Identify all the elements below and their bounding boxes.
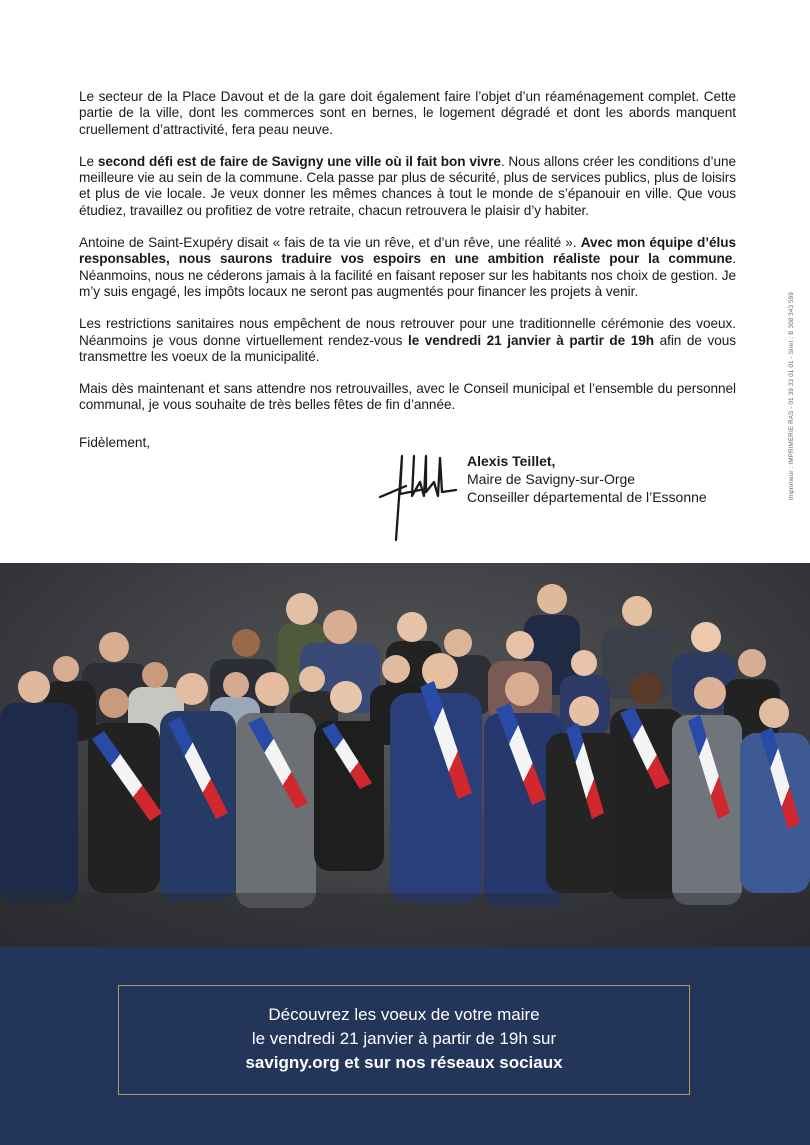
paragraph-1: Le secteur de la Place Davout et de la gare doit également faire l’objet d’un réaménagement complet. Cette partie de la ville, dont les commerces sont en bernes, le logement dégradé et dont les abords manquent cruellement d’attractivité, fera peau neuve. — [79, 89, 736, 137]
paragraph-2: Le second défi est de faire de Savigny une ville où il fait bon vivre. Nous allons créer les conditions d’une meilleure vie au sein de la commune. Cela passe par plus de sécurité, plus de services publics, plus de loisirs et plus de vie locale. Je veux donner les mêmes chances à tout le monde de s’épanouir en ville. Que vous étudiez, travaillez ou profitiez de votre retraite, chacun retrouvera le plaisir d’y habiter. — [79, 153, 737, 218]
cta-frame — [118, 985, 690, 1095]
printer-credit: Imprimeur : IMPRIMERIE RAS - 01 39 33 01 01 - Siret : B 308 343 599 — [788, 291, 795, 500]
signatory-title-mayor: Maire de Savigny-sur-Orge — [467, 471, 636, 487]
closing-salutation: Fidèlement, — [79, 435, 151, 450]
council-photo-illustration — [0, 563, 810, 947]
cta-line-2: le vendredi 21 janvier à partir de 19h sur — [251, 1029, 557, 1048]
paragraph-3: Antoine de Saint-Exupéry disait « fais de ta vie un rêve, et d’un rêve, une réalité ». Avec mon équipe d’élus responsables, nous saurons traduire vos espoirs en une ambition réaliste pour la commune. Néanmoins, nous ne céderons jamais à la facilité en faisant reposer sur les habitants nos choix de gestion. Je m’y suis engagé, les impôts locaux ne seront pas augmentés pour financer les projets à venir. — [79, 235, 736, 299]
signatory-block — [467, 452, 707, 506]
footer-banner — [0, 947, 810, 1145]
letter-body — [79, 89, 736, 430]
council-group-photo — [0, 563, 810, 947]
paragraph-4: Les restrictions sanitaires nous empêchent de nous retrouver pour une traditionnelle cérémonie des voeux. Néanmoins je vous donne virtuellement rendez-vous le vendredi 21 janvier à partir de 19h afin de vous transmettre les voeux de la municipalité. — [79, 316, 736, 364]
signature-image — [376, 452, 462, 542]
cta-line-1: Découvrez les voeux de votre maire — [268, 1005, 540, 1024]
signatory-title-councillor: Conseiller départemental de l’Essonne — [467, 489, 707, 505]
signatory-name: Alexis Teillet, — [467, 453, 556, 469]
cta-website-link[interactable]: savigny.org et sur nos réseaux sociaux — [245, 1053, 563, 1072]
paragraph-5: Mais dès maintenant et sans attendre nos retrouvailles, avec le Conseil municipal et l’ensemble du personnel communal, je vous souhaite de très belles fêtes de fin d’année. — [79, 381, 736, 413]
